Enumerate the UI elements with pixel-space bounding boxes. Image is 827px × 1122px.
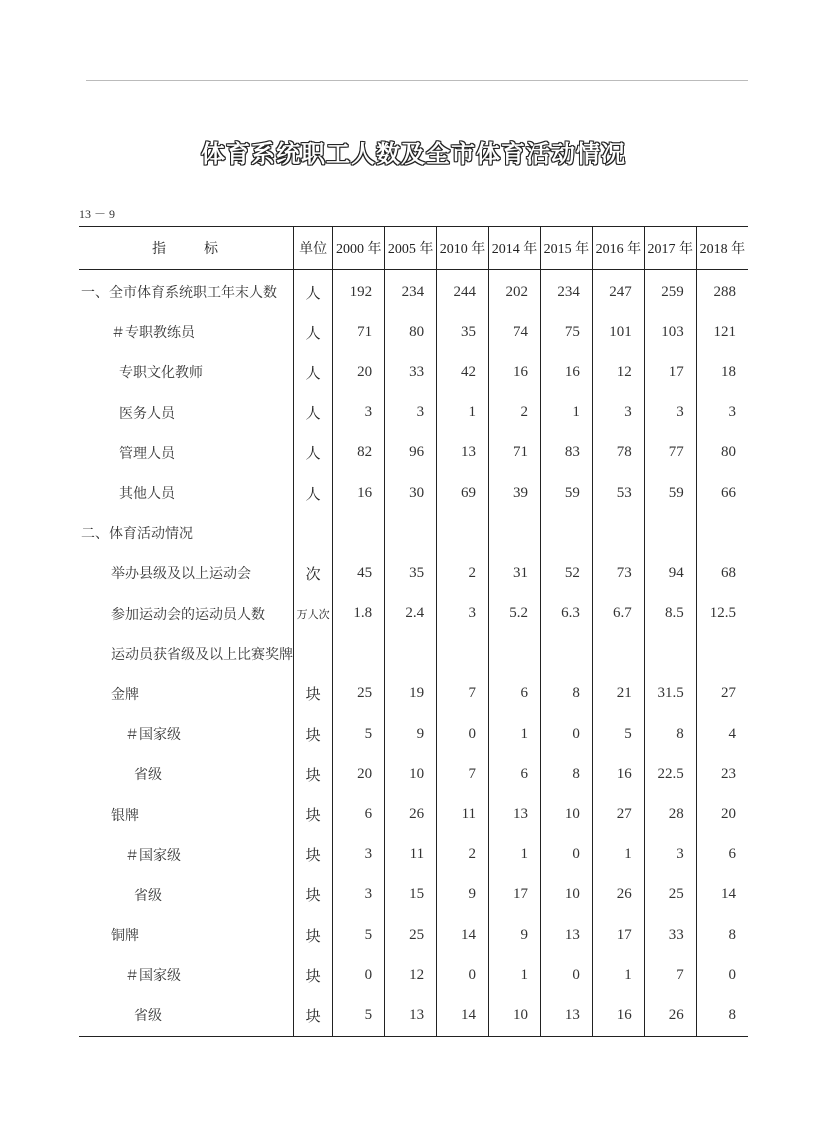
cell-value: 35: [385, 553, 437, 593]
cell-value: 6: [489, 674, 541, 714]
table-row: [79, 794, 748, 834]
cell-value: 9: [437, 875, 489, 915]
cell-value: 14: [696, 875, 748, 915]
cell-value: 77: [644, 433, 696, 473]
cell-value: 59: [644, 473, 696, 513]
column-header-year: 2018 年: [696, 227, 748, 270]
cell-value: 52: [540, 553, 592, 593]
row-unit: [294, 634, 333, 674]
cell-value: 2: [437, 835, 489, 875]
cell-value: 18: [696, 352, 748, 392]
cell-value: 10: [540, 794, 592, 834]
row-unit: 次: [294, 553, 333, 593]
cell-value: 26: [385, 794, 437, 834]
cell-value: 21: [592, 674, 644, 714]
cell-value: [540, 634, 592, 674]
table-row: [79, 594, 748, 634]
cell-value: 1: [489, 955, 541, 995]
cell-value: 6: [333, 794, 385, 834]
cell-value: 96: [385, 433, 437, 473]
cell-value: 10: [489, 995, 541, 1036]
cell-value: 8: [696, 995, 748, 1036]
table-row: [79, 553, 748, 593]
row-unit: 块: [294, 835, 333, 875]
row-unit: 块: [294, 674, 333, 714]
cell-value: 0: [437, 955, 489, 995]
cell-value: 0: [696, 955, 748, 995]
cell-value: 16: [592, 754, 644, 794]
cell-value: [592, 513, 644, 553]
cell-value: 73: [592, 553, 644, 593]
cell-value: 0: [540, 714, 592, 754]
cell-value: 25: [385, 915, 437, 955]
column-header-year: 2010 年: [437, 227, 489, 270]
table-row: [79, 634, 748, 674]
cell-value: 9: [385, 714, 437, 754]
row-indicator: 省级: [134, 888, 162, 904]
cell-value: 3: [333, 393, 385, 433]
cell-value: 234: [540, 270, 592, 313]
cell-value: 3: [333, 835, 385, 875]
cell-value: 80: [696, 433, 748, 473]
cell-value: 13: [540, 995, 592, 1036]
row-indicator: ＃国家级: [125, 969, 181, 985]
cell-value: 17: [592, 915, 644, 955]
cell-value: 14: [437, 995, 489, 1036]
row-indicator: 一、全市体育系统职工年末人数: [81, 286, 277, 302]
cell-value: [592, 634, 644, 674]
cell-value: 33: [644, 915, 696, 955]
row-indicator: 金牌: [111, 687, 139, 703]
cell-value: 7: [437, 754, 489, 794]
cell-value: 103: [644, 312, 696, 352]
row-indicator: 举办县级及以上运动会: [111, 567, 251, 583]
row-unit: 人: [294, 433, 333, 473]
cell-value: [333, 634, 385, 674]
cell-value: 12: [385, 955, 437, 995]
cell-value: 0: [540, 835, 592, 875]
cell-value: 30: [385, 473, 437, 513]
table-row: [79, 393, 748, 433]
cell-value: 13: [540, 915, 592, 955]
row-unit: 块: [294, 995, 333, 1036]
cell-value: 202: [489, 270, 541, 313]
cell-value: 8: [696, 915, 748, 955]
cell-value: 234: [385, 270, 437, 313]
cell-value: 2: [437, 553, 489, 593]
cell-value: 69: [437, 473, 489, 513]
cell-value: 13: [489, 794, 541, 834]
cell-value: 6: [489, 754, 541, 794]
cell-value: 101: [592, 312, 644, 352]
cell-value: 71: [333, 312, 385, 352]
table-row: [79, 835, 748, 875]
cell-value: [644, 513, 696, 553]
header-row: [79, 227, 748, 270]
cell-value: 16: [592, 995, 644, 1036]
column-header-year: 2000 年: [333, 227, 385, 270]
cell-value: 259: [644, 270, 696, 313]
cell-value: 1: [437, 393, 489, 433]
cell-value: 7: [644, 955, 696, 995]
row-indicator: 管理人员: [119, 446, 175, 462]
cell-value: 68: [696, 553, 748, 593]
cell-value: [333, 513, 385, 553]
row-indicator: ＃专职教练员: [111, 326, 195, 342]
cell-value: 3: [644, 835, 696, 875]
table-row: [79, 955, 748, 995]
cell-value: 2: [489, 393, 541, 433]
cell-value: 22.5: [644, 754, 696, 794]
cell-value: 1: [540, 393, 592, 433]
cell-value: 10: [540, 875, 592, 915]
cell-value: 80: [385, 312, 437, 352]
cell-value: [696, 513, 748, 553]
cell-value: 9: [489, 915, 541, 955]
cell-value: 27: [592, 794, 644, 834]
table-row: [79, 473, 748, 513]
cell-value: 15: [385, 875, 437, 915]
cell-value: 28: [644, 794, 696, 834]
cell-value: 16: [333, 473, 385, 513]
table-row: [79, 312, 748, 352]
cell-value: 53: [592, 473, 644, 513]
cell-value: [540, 513, 592, 553]
cell-value: [437, 513, 489, 553]
cell-value: 59: [540, 473, 592, 513]
row-indicator: 医务人员: [119, 406, 175, 422]
cell-value: 0: [540, 955, 592, 995]
cell-value: 3: [385, 393, 437, 433]
cell-value: 5: [333, 714, 385, 754]
cell-value: 17: [489, 875, 541, 915]
cell-value: 11: [437, 794, 489, 834]
cell-value: 11: [385, 835, 437, 875]
table-row: [79, 995, 748, 1036]
cell-value: 244: [437, 270, 489, 313]
cell-value: 5: [333, 915, 385, 955]
cell-value: 12.5: [696, 594, 748, 634]
table-row: [79, 915, 748, 955]
column-header-year: 2014 年: [489, 227, 541, 270]
row-indicator: 专职文化教师: [119, 366, 203, 382]
row-unit: 人: [294, 312, 333, 352]
cell-value: 6: [696, 835, 748, 875]
column-header-year: 2015 年: [540, 227, 592, 270]
cell-value: 45: [333, 553, 385, 593]
cell-value: 17: [644, 352, 696, 392]
cell-value: 0: [437, 714, 489, 754]
cell-value: 16: [489, 352, 541, 392]
row-indicator: 参加运动会的运动员人数: [111, 607, 265, 623]
row-indicator: ＃国家级: [125, 848, 181, 864]
row-unit: 人: [294, 473, 333, 513]
cell-value: 13: [437, 433, 489, 473]
cell-value: 94: [644, 553, 696, 593]
row-unit: 万人次: [294, 594, 333, 634]
cell-value: 20: [333, 352, 385, 392]
column-header-unit: 单位: [294, 227, 333, 270]
column-header-indicator: 指标: [79, 227, 294, 270]
row-indicator: 省级: [134, 768, 162, 784]
cell-value: 75: [540, 312, 592, 352]
cell-value: 1: [592, 955, 644, 995]
cell-value: 7: [437, 674, 489, 714]
table-row: [79, 513, 748, 553]
cell-value: [489, 634, 541, 674]
cell-value: 82: [333, 433, 385, 473]
cell-value: 25: [644, 875, 696, 915]
cell-value: 13: [385, 995, 437, 1036]
row-indicator: 省级: [79, 995, 294, 1036]
column-header-year: 2016 年: [592, 227, 644, 270]
cell-value: 4: [696, 714, 748, 754]
cell-value: 35: [437, 312, 489, 352]
cell-value: 6.7: [592, 594, 644, 634]
cell-value: 12: [592, 352, 644, 392]
cell-value: 31: [489, 553, 541, 593]
row-unit: 块: [294, 714, 333, 754]
table-row: [79, 352, 748, 392]
cell-value: 5: [592, 714, 644, 754]
statistics-table: [79, 226, 748, 1037]
cell-value: [696, 634, 748, 674]
column-header-year: 2005 年: [385, 227, 437, 270]
cell-value: 8: [644, 714, 696, 754]
cell-value: 8: [540, 674, 592, 714]
table-row: [79, 270, 748, 313]
cell-value: [437, 634, 489, 674]
table-row: [79, 875, 748, 915]
row-unit: 块: [294, 915, 333, 955]
row-unit: 块: [294, 955, 333, 995]
cell-value: 6.3: [540, 594, 592, 634]
row-unit: 人: [294, 270, 333, 313]
cell-value: 8.5: [644, 594, 696, 634]
cell-value: 3: [333, 875, 385, 915]
row-indicator: 二、体育活动情况: [81, 527, 193, 543]
cell-value: 39: [489, 473, 541, 513]
cell-value: 26: [592, 875, 644, 915]
row-unit: 块: [294, 794, 333, 834]
cell-value: 16: [540, 352, 592, 392]
cell-value: 5: [333, 995, 385, 1036]
cell-value: 74: [489, 312, 541, 352]
column-header-year: 2017 年: [644, 227, 696, 270]
cell-value: 27: [696, 674, 748, 714]
cell-value: [489, 513, 541, 553]
row-unit: 块: [294, 875, 333, 915]
cell-value: 10: [385, 754, 437, 794]
cell-value: 2.4: [385, 594, 437, 634]
cell-value: 26: [644, 995, 696, 1036]
cell-value: 247: [592, 270, 644, 313]
row-indicator: 其他人员: [119, 487, 175, 503]
page-title: 体育系统职工人数及全市体育活动情况: [201, 139, 626, 168]
row-indicator: 铜牌: [111, 929, 139, 945]
cell-value: 288: [696, 270, 748, 313]
cell-value: 25: [333, 674, 385, 714]
cell-value: 42: [437, 352, 489, 392]
cell-value: 20: [696, 794, 748, 834]
cell-value: 0: [333, 955, 385, 995]
cell-value: 192: [333, 270, 385, 313]
cell-value: 83: [540, 433, 592, 473]
cell-value: 20: [333, 754, 385, 794]
cell-value: 1: [592, 835, 644, 875]
row-unit: [294, 513, 333, 553]
cell-value: 5.2: [489, 594, 541, 634]
table-row: [79, 674, 748, 714]
cell-value: 8: [540, 754, 592, 794]
row-indicator: ＃国家级: [125, 728, 181, 744]
cell-value: 19: [385, 674, 437, 714]
cell-value: 78: [592, 433, 644, 473]
cell-value: [644, 634, 696, 674]
cell-value: 3: [437, 594, 489, 634]
row-unit: 人: [294, 393, 333, 433]
cell-value: 14: [437, 915, 489, 955]
cell-value: 23: [696, 754, 748, 794]
cell-value: 66: [696, 473, 748, 513]
table-row: [79, 754, 748, 794]
cell-value: 121: [696, 312, 748, 352]
header-rule: [86, 80, 748, 81]
cell-value: 33: [385, 352, 437, 392]
table-row: [79, 714, 748, 754]
cell-value: 1: [489, 835, 541, 875]
cell-value: 3: [592, 393, 644, 433]
cell-value: [385, 634, 437, 674]
row-indicator: 银牌: [111, 808, 139, 824]
cell-value: 31.5: [644, 674, 696, 714]
table-row: [79, 433, 748, 473]
row-indicator: 运动员获省级及以上比赛奖牌: [111, 647, 293, 663]
cell-value: 71: [489, 433, 541, 473]
cell-value: 3: [644, 393, 696, 433]
row-unit: 块: [294, 754, 333, 794]
cell-value: 3: [696, 393, 748, 433]
cell-value: [385, 513, 437, 553]
cell-value: 1: [489, 714, 541, 754]
cell-value: 1.8: [333, 594, 385, 634]
row-unit: 人: [294, 352, 333, 392]
table-number: 13 － 9: [79, 207, 116, 221]
